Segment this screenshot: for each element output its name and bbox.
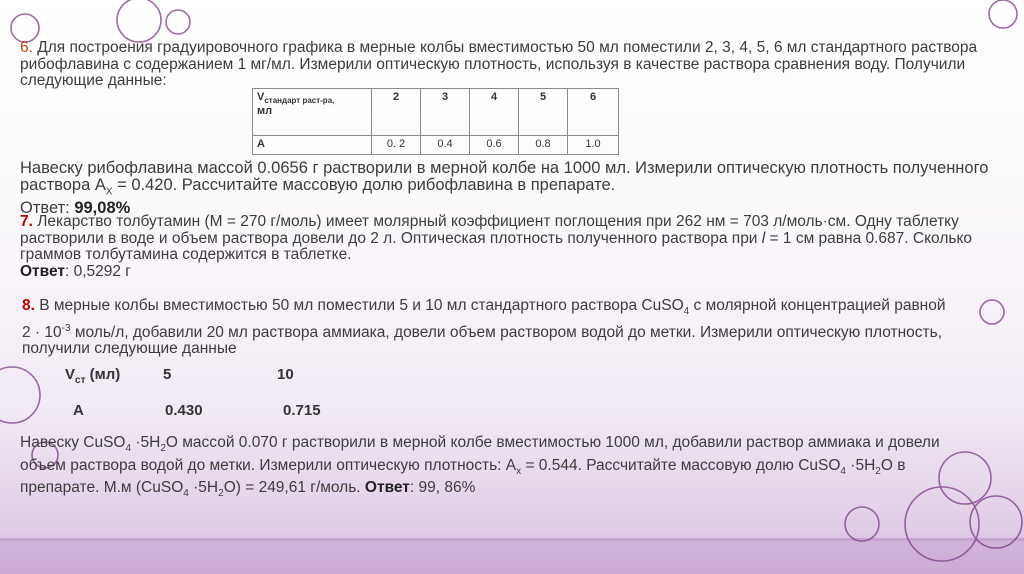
- tail-sub3: 4: [840, 465, 846, 477]
- bubble-1: [117, 0, 161, 42]
- row-volume-sub: ст: [75, 375, 86, 386]
- table-cell-absorbance: 0.6: [470, 136, 519, 155]
- problem-6-text2a: Навеску рибофлавина массой 0.0656 г растворили в мерной колбе на 1000 мл. Измерили оптическую плотность полученного раствора А: [20, 159, 989, 194]
- table-cell-absorbance: 0.4: [421, 136, 470, 155]
- problem-6-answer-label: Ответ:: [20, 199, 75, 218]
- header-unit: мл: [257, 105, 273, 118]
- problem-7-body-b: = 1 см равна 0.687. Сколько граммов толбутамина содержится в таблетке.: [20, 229, 973, 263]
- problem-7-answer-value: : 0,5292 г: [64, 262, 131, 280]
- tail-sub5: 4: [183, 488, 189, 500]
- problem-8-sup: -3: [61, 322, 71, 334]
- header-symbol: V: [257, 91, 265, 103]
- tail-b: ·5H: [131, 434, 161, 451]
- problem-6-text2b: = 0.420. Рассчитайте массовую долю рибофлавина в препарате.: [112, 176, 616, 194]
- problem-8-row-volume: [65, 366, 120, 386]
- bubble-3: [11, 14, 39, 42]
- problem-7-answer-label: Ответ: [20, 262, 65, 280]
- table-row-label: А: [253, 136, 372, 155]
- tail-sub1: 4: [125, 443, 132, 455]
- tail-sub4: 2: [875, 465, 881, 477]
- problem-6-text: [20, 40, 1005, 90]
- problem-6-body: Для построения градуировочного графика в мерные колбы вместимостью 50 мл поместили 2, 3, 4, 5, 6 мл стандартного раствора рибофлавина с содержанием 1 мг/мл. Измерили оптическую плотность, используя в качестве раствора сравнения воду. Получили следующие данные:: [20, 39, 978, 89]
- row-volume-unit: (мл): [85, 366, 121, 383]
- problem-7-l-symbol: l: [761, 229, 766, 247]
- problem-7-text: [20, 214, 995, 280]
- problem-8-number: 8.: [22, 297, 35, 314]
- problem-6-sub-x: X: [105, 186, 113, 198]
- problem-8-text-b: с молярной концентрацией равной 2 · 10: [22, 297, 946, 341]
- row-volume-symbol: V: [65, 366, 76, 383]
- tail-sub2: 2: [160, 443, 166, 455]
- bubble-8: [939, 452, 991, 504]
- table-cell-absorbance: 0. 2: [372, 136, 421, 155]
- problem-7-body: Лекарство толбутамин (М = 270 г/моль) имеет молярный коэффициент поглощения при 262 нм = 703 л/моль·см. Одну таблетку растворили в воде и объем раствора довели до 2 л. Оптическая плотность полученного раствора при: [20, 213, 959, 247]
- bubble-11: [845, 507, 879, 541]
- tail-sub6: 2: [218, 488, 224, 500]
- problem-8-answer-value: : 99, 86%: [409, 479, 476, 497]
- footer-band: [0, 540, 1024, 574]
- problem-6-answer-value: 99,08%: [74, 199, 131, 218]
- tail-f: O в препарате. М.м (CuSO: [20, 456, 906, 497]
- table-cell-volume: 4: [470, 89, 519, 136]
- problem-8-text-a: В мерные колбы вместимостью 50 мл поместили 5 и 10 мл стандартного раствора CuSO: [34, 297, 684, 314]
- bubble-2: [166, 10, 190, 34]
- table-cell-volume: 5: [519, 89, 568, 136]
- table-header-volume: [253, 89, 372, 136]
- table-row: [253, 89, 619, 136]
- tail-e: ·5H: [845, 456, 876, 474]
- bubble-4: [0, 367, 40, 423]
- problem-8-absorbance-2: 0.715: [283, 402, 321, 419]
- table-cell-absorbance: 0.8: [519, 136, 568, 155]
- problem-8-volume-2: 10: [277, 366, 294, 383]
- problem-8-text-c: моль/л, добавили 20 мл раствора аммиака, довели объем раствором водой до метки. Измерили оптическую плотность, получили следующие данные: [22, 323, 943, 358]
- tail-subx: х: [516, 465, 522, 477]
- problem-6-number: 6.: [20, 39, 33, 56]
- tail-a: Навеску CuSO: [20, 434, 126, 451]
- table-cell-volume: 6: [568, 89, 619, 136]
- table-cell-absorbance: 1.0: [568, 136, 619, 155]
- calibration-table-6: [252, 88, 619, 155]
- tail-g: ·5H: [188, 479, 219, 497]
- problem-8-absorbance-1: 0.430: [165, 402, 203, 419]
- problem-8-tail: [20, 435, 945, 503]
- problem-8-text: [22, 298, 952, 358]
- tail-c: O массой 0.070 г растворили в мерной колбе вместимостью 1000 мл, добавили раствор аммиака и довели объем раствора водой до метки. Измерили оптическую плотность: А: [20, 434, 940, 474]
- problem-8-volume-1: 5: [163, 366, 172, 383]
- problem-8-answer-label: Ответ: [364, 479, 410, 497]
- table-row: [253, 136, 619, 155]
- bubble-6: [989, 0, 1017, 28]
- problem-7-number: 7.: [20, 213, 33, 230]
- table-cell-volume: 3: [421, 89, 470, 136]
- header-subscript: стандарт раст-ра,: [264, 96, 335, 106]
- bubble-7: [980, 300, 1004, 324]
- tail-h: O) = 249,61 г/моль.: [223, 479, 365, 497]
- table-cell-volume: 2: [372, 89, 421, 136]
- tail-d: = 0.544. Рассчитайте массовую долю CuSO: [521, 456, 841, 474]
- problem-6-continuation: [20, 160, 995, 217]
- problem-8-sub: 4: [683, 306, 690, 318]
- problem-8-row-absorbance: А: [73, 402, 84, 419]
